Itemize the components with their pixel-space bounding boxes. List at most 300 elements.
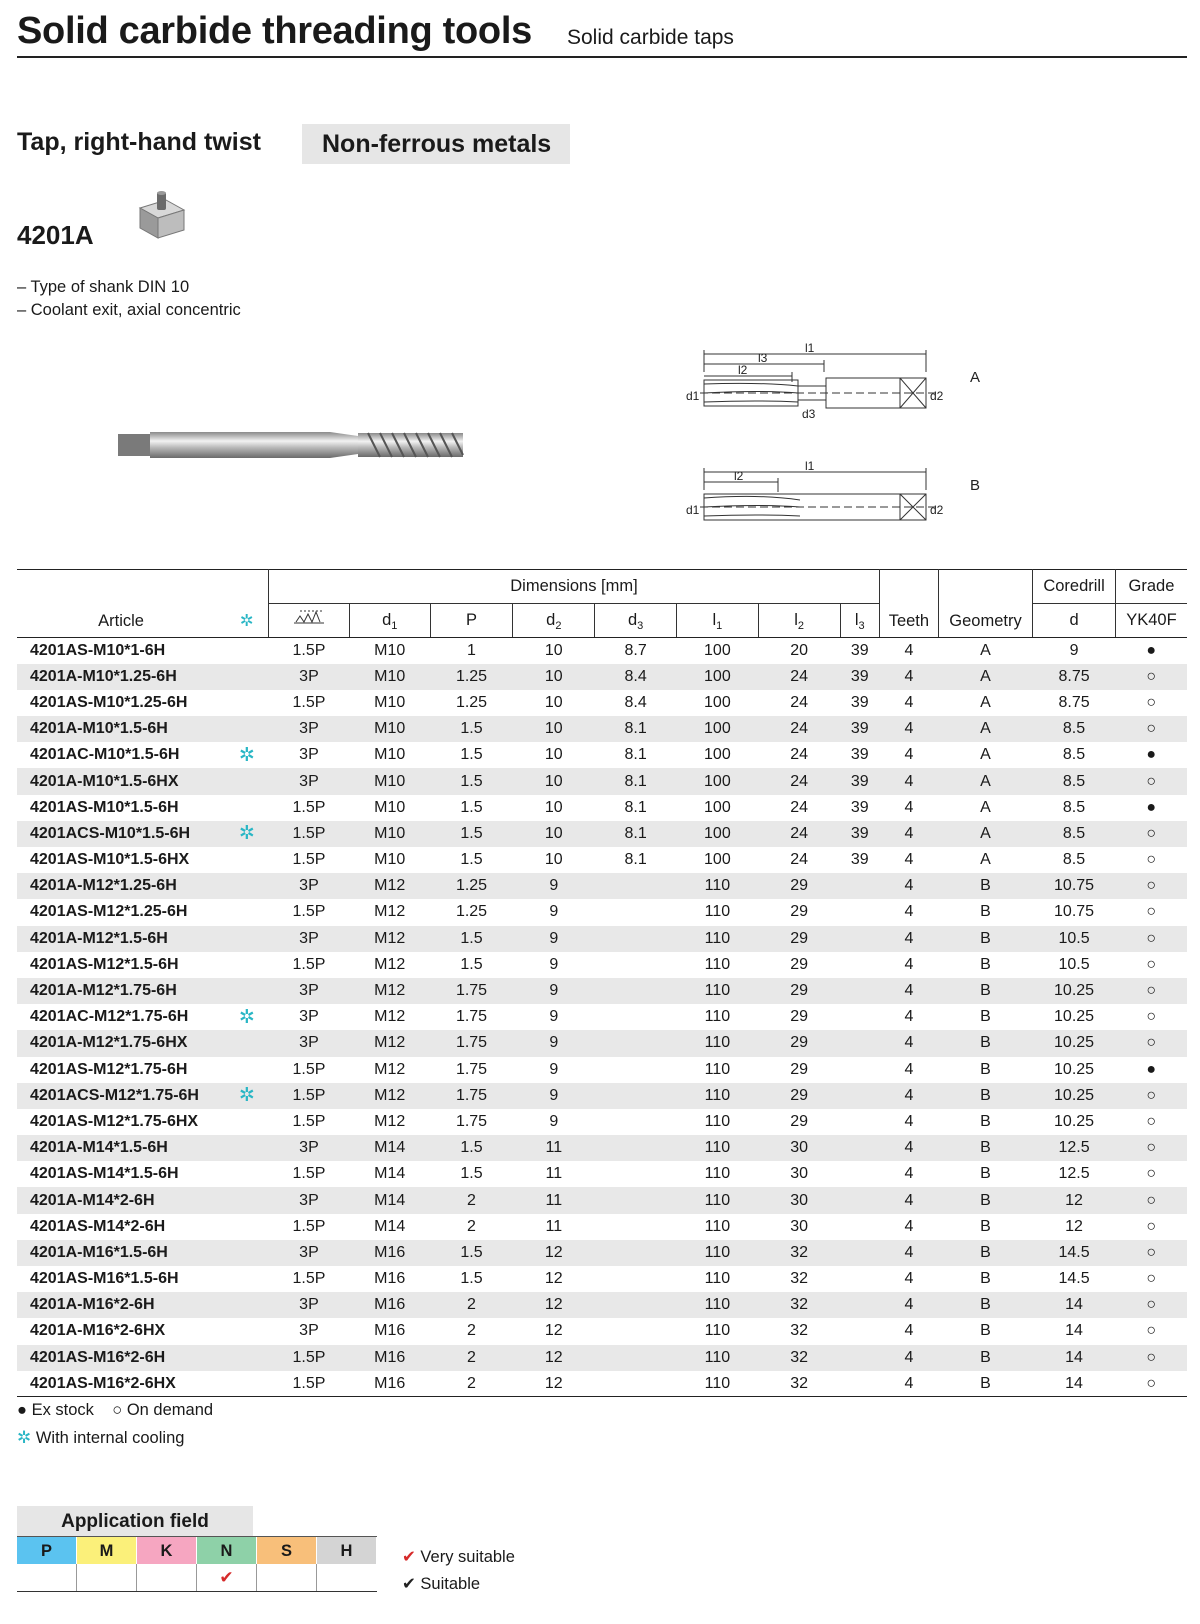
cell-d2: 12: [513, 1345, 595, 1371]
cell-teeth: 4: [904, 1008, 914, 1026]
cell-coolant: [225, 716, 268, 742]
cell-d1: M12: [349, 873, 430, 899]
cell-coolant: [225, 1135, 268, 1161]
cell-grade: ○: [1115, 926, 1187, 952]
material-group-s: S: [257, 1537, 317, 1564]
page-header: [17, 6, 1187, 58]
cell-pitch: 1: [467, 641, 476, 659]
cell-coredrill: 10.25: [1054, 1060, 1095, 1078]
cell-l1: 110: [676, 926, 758, 952]
cell-l1: 100: [704, 798, 731, 816]
cell-geometry: B: [938, 1345, 1032, 1371]
cell-l2: 29: [790, 955, 809, 973]
dim-d1-b: d1: [686, 503, 700, 517]
cell-article: 4201A-M12*1.5-6H: [17, 926, 225, 952]
cell-chamfer: 3P: [269, 716, 350, 742]
col-pitch-header: P: [430, 604, 513, 638]
cell-article: 4201AS-M16*2-6H: [17, 1345, 225, 1371]
cell-teeth: 4: [904, 641, 914, 659]
suitability-legend: [402, 1544, 515, 1598]
cell-chamfer: 3P: [299, 746, 319, 764]
cell-pitch: 1.5: [460, 851, 483, 869]
cell-article: 4201AC-M12*1.75-6H: [30, 1008, 189, 1026]
cell-d3: [595, 1004, 677, 1030]
cell-chamfer: 3P: [299, 1008, 319, 1026]
cell-d2: 9: [513, 873, 595, 899]
cell-coolant: ✲: [225, 1083, 268, 1109]
cell-d3: [595, 1371, 677, 1397]
suitability-mark-s: [257, 1564, 317, 1591]
cell-l3: [840, 899, 879, 925]
cell-grade: ○: [1115, 1240, 1187, 1266]
cell-chamfer: 3P: [269, 1292, 350, 1318]
cell-article: 4201AS-M10*1-6H: [30, 641, 166, 659]
very-suitable-label: Very suitable: [420, 1548, 515, 1566]
cell-pitch: 1.25: [455, 693, 488, 711]
cell-pitch: 1.5: [430, 926, 513, 952]
cell-d1: M10: [349, 821, 430, 847]
cell-l2: 29: [758, 1083, 840, 1109]
cell-l1: 100: [676, 716, 758, 742]
cell-grade: ○: [1115, 821, 1187, 847]
cell-geometry: A: [980, 746, 991, 764]
cell-coolant: [225, 638, 268, 664]
cell-article: 4201AS-M12*1.25-6H: [30, 903, 188, 921]
cell-coredrill: 8.5: [1062, 851, 1086, 869]
cell-article: 4201A-M10*1.5-6HX: [17, 768, 225, 794]
cell-l2: 32: [758, 1240, 840, 1266]
cell-grade: ○: [1115, 716, 1187, 742]
cell-coolant: [225, 899, 268, 925]
table-row: [17, 899, 1187, 925]
cell-grade: ○: [1146, 1165, 1157, 1183]
cell-d2: 9: [513, 978, 595, 1004]
cell-coredrill: 10.25: [1033, 1030, 1116, 1056]
cell-l2: 30: [790, 1217, 809, 1235]
cell-l2: 24: [758, 664, 840, 690]
dim-l1-b: l1: [805, 459, 815, 473]
chamfer-form-icon: [292, 608, 326, 628]
cell-l2: 32: [758, 1371, 840, 1397]
suitable-check-icon: ✔: [402, 1575, 416, 1593]
cell-d3: [595, 1214, 677, 1240]
table-row: [17, 795, 1187, 821]
cell-coredrill: 10.75: [1054, 903, 1095, 921]
cell-pitch: 2: [467, 1322, 476, 1340]
cell-coredrill: 10.25: [1033, 978, 1116, 1004]
material-group-k: K: [137, 1537, 197, 1564]
cell-geometry: B: [938, 1240, 1032, 1266]
cell-chamfer: 1.5P: [292, 798, 326, 816]
cell-d3: [595, 1161, 677, 1187]
cell-grade: ○: [1115, 768, 1187, 794]
cell-chamfer: 3P: [269, 873, 350, 899]
col-coolant-header: ✲: [225, 570, 268, 638]
cell-l3: [840, 873, 879, 899]
cell-pitch: 2: [430, 1345, 513, 1371]
cell-d2: 12: [544, 1322, 563, 1340]
cell-pitch: 1.5: [430, 1135, 513, 1161]
cell-coolant: [225, 1292, 268, 1318]
cell-teeth: 4: [904, 903, 914, 921]
dim-l2-b: l2: [734, 469, 744, 483]
cell-d2: 12: [513, 1292, 595, 1318]
cell-l2: 32: [758, 1292, 840, 1318]
cell-l3: 39: [840, 664, 879, 690]
ex-stock-icon: ●: [17, 1401, 27, 1419]
cell-d1: M10: [374, 746, 406, 764]
cell-d2: 10: [513, 768, 595, 794]
cell-coolant: [225, 1187, 268, 1213]
cell-l2: 24: [758, 768, 840, 794]
cell-geometry: A: [980, 641, 991, 659]
cell-d3: 8.1: [595, 768, 677, 794]
cell-coredrill: 12.5: [1033, 1135, 1116, 1161]
cell-chamfer: 3P: [269, 978, 350, 1004]
cell-article: 4201A-M12*1.75-6H: [17, 978, 225, 1004]
dim-l3-a: l3: [758, 351, 768, 365]
dim-l2-a: l2: [738, 363, 748, 377]
cell-coolant: ✲: [238, 744, 255, 766]
table-row: [17, 926, 1187, 952]
cell-d3: 8.1: [624, 798, 647, 816]
technical-drawing: [686, 341, 1020, 542]
cell-grade: ○: [1146, 693, 1157, 711]
cell-coredrill: 10.25: [1054, 1008, 1095, 1026]
cell-l1: 110: [676, 978, 758, 1004]
cell-d3: [595, 1109, 677, 1135]
cell-coolant: [225, 926, 268, 952]
cell-pitch: 1.5: [460, 1165, 483, 1183]
cell-article: 4201ACS-M12*1.75-6H: [17, 1083, 225, 1109]
cell-teeth: 4: [879, 1240, 938, 1266]
cell-l1: 100: [676, 821, 758, 847]
cell-d1: M14: [349, 1135, 430, 1161]
cell-teeth: 4: [904, 1112, 914, 1130]
cell-coolant: [225, 1057, 268, 1083]
cell-teeth: 4: [879, 926, 938, 952]
ex-stock-label: Ex stock: [31, 1401, 94, 1419]
table-row: [17, 1004, 1187, 1030]
cell-d1: M12: [374, 955, 406, 973]
cell-geometry: B: [938, 1083, 1032, 1109]
cell-l3: [840, 1214, 879, 1240]
cell-coolant: [225, 690, 268, 716]
material-group-m: M: [77, 1537, 137, 1564]
cell-l1: 110: [676, 1083, 758, 1109]
cell-teeth: 4: [879, 1187, 938, 1213]
cell-d2: 9: [549, 903, 559, 921]
cell-d3: [595, 1292, 677, 1318]
cell-teeth: 4: [879, 821, 938, 847]
cell-teeth: 4: [879, 1135, 938, 1161]
cell-l2: 29: [758, 978, 840, 1004]
coredrill-group-header: Coredrill: [1033, 570, 1116, 604]
cell-d2: 9: [513, 1030, 595, 1056]
cell-article: 4201AS-M14*1.5-6H: [30, 1165, 179, 1183]
cell-article: 4201AS-M10*1.5-6HX: [30, 851, 190, 869]
cell-chamfer: 3P: [269, 1030, 350, 1056]
cell-d1: M10: [349, 664, 430, 690]
cell-article: 4201A-M12*1.75-6HX: [17, 1030, 225, 1056]
cell-l1: 110: [704, 1165, 731, 1183]
cell-pitch: 1.5: [460, 955, 483, 973]
cell-d3: [595, 952, 677, 978]
cell-geometry: A: [980, 851, 991, 869]
cell-d2: 11: [513, 1187, 595, 1213]
cell-d3: 8.1: [624, 746, 647, 764]
cell-l2: 29: [758, 873, 840, 899]
on-demand-icon: ○: [112, 1401, 123, 1419]
cell-geometry: B: [980, 903, 991, 921]
cell-l3: [840, 978, 879, 1004]
cell-grade: ○: [1146, 851, 1157, 869]
cell-l2: 29: [790, 903, 809, 921]
cell-l3: [840, 1083, 879, 1109]
cell-pitch: 2: [430, 1292, 513, 1318]
material-badge: Non-ferrous metals: [302, 124, 570, 164]
cell-chamfer: 3P: [269, 664, 350, 690]
cell-geometry: B: [938, 978, 1032, 1004]
cell-grade: ○: [1115, 1292, 1187, 1318]
cell-chamfer: 3P: [269, 1187, 350, 1213]
cell-teeth: 4: [904, 693, 914, 711]
cell-l3: [840, 1292, 879, 1318]
cell-pitch: 1.5: [430, 716, 513, 742]
cell-l3: [840, 1318, 879, 1344]
cell-l1: 110: [676, 1030, 758, 1056]
cell-d3: [595, 1083, 677, 1109]
suitability-mark-m: [77, 1564, 137, 1591]
cell-l1: 110: [704, 1217, 731, 1235]
cell-article: 4201ACS-M10*1.5-6H: [17, 821, 225, 847]
cell-chamfer: 1.5P: [292, 1217, 326, 1235]
article-table-body: [17, 638, 1187, 1397]
cell-d1: M14: [349, 1187, 430, 1213]
cell-l2: 32: [790, 1270, 809, 1288]
cell-chamfer: 1.5P: [269, 821, 350, 847]
cell-chamfer: 1.5P: [292, 1270, 326, 1288]
cell-d1: M12: [374, 1008, 406, 1026]
cell-grade: ○: [1146, 955, 1157, 973]
section-title: Tap, right-hand twist: [17, 128, 261, 156]
cell-coolant: [225, 1030, 268, 1056]
table-row: [17, 952, 1187, 978]
col-grade-header: YK40F: [1115, 604, 1187, 638]
suitable-row: [402, 1571, 515, 1598]
cell-pitch: 1.75: [455, 1008, 488, 1026]
cell-chamfer: 1.5P: [292, 1112, 326, 1130]
cell-d3: [595, 899, 677, 925]
cell-grade: ○: [1146, 903, 1157, 921]
cell-d1: M12: [349, 1030, 430, 1056]
cell-d1: M10: [374, 641, 406, 659]
cell-pitch: 1.75: [455, 1060, 488, 1078]
cell-chamfer: 1.5P: [269, 1371, 350, 1397]
cell-d1: M12: [349, 1083, 430, 1109]
very-suitable-check-icon: ✔: [402, 1548, 416, 1566]
cell-article: 4201AS-M12*1.75-6HX: [30, 1112, 199, 1130]
cell-d3: [595, 1318, 677, 1344]
cell-coolant: [225, 1266, 268, 1292]
cell-teeth: 4: [879, 873, 938, 899]
cell-coredrill: 14: [1033, 1345, 1116, 1371]
cell-chamfer: 1.5P: [292, 851, 326, 869]
cell-article: 4201A-M10*1.25-6H: [17, 664, 225, 690]
cell-grade: ●: [1146, 641, 1157, 659]
cell-l2: 29: [790, 1112, 809, 1130]
cell-l2: 24: [790, 798, 809, 816]
cell-l1: 110: [676, 873, 758, 899]
cell-pitch: 2: [430, 1187, 513, 1213]
cell-geometry: B: [980, 955, 991, 973]
cell-article: 4201A-M16*2-6HX: [30, 1322, 166, 1340]
table-row: [17, 1135, 1187, 1161]
table-row: [17, 1266, 1187, 1292]
table-row: [17, 873, 1187, 899]
cell-l3: 39: [850, 641, 869, 659]
cell-d1: M16: [349, 1292, 430, 1318]
cell-l1: 110: [704, 955, 731, 973]
cell-d3: [595, 1030, 677, 1056]
cell-grade: ○: [1115, 1135, 1187, 1161]
cell-l3: 39: [850, 798, 869, 816]
dim-d1-a: d1: [686, 389, 700, 403]
cell-geometry: B: [980, 1165, 991, 1183]
cell-chamfer: 1.5P: [292, 955, 326, 973]
cell-coolant: ✲: [238, 1006, 255, 1028]
material-group-n: N: [197, 1537, 257, 1564]
cell-grade: ○: [1115, 1371, 1187, 1397]
table-row: [17, 638, 1187, 664]
cell-l1: 110: [704, 1322, 731, 1340]
cell-teeth: 4: [904, 798, 914, 816]
table-row: [17, 1161, 1187, 1187]
table-row: [17, 978, 1187, 1004]
cell-d2: 10: [544, 746, 563, 764]
cell-d3: 8.1: [624, 851, 647, 869]
cell-d3: [595, 1187, 677, 1213]
cell-grade: ○: [1115, 1030, 1187, 1056]
cell-coredrill: 14: [1033, 1292, 1116, 1318]
cell-pitch: 1.25: [430, 664, 513, 690]
cell-coredrill: 14: [1065, 1322, 1083, 1340]
cell-d2: 12: [513, 1371, 595, 1397]
cell-geometry: B: [980, 1270, 991, 1288]
cell-l3: [840, 952, 879, 978]
cell-pitch: 1.25: [430, 873, 513, 899]
cell-article: 4201AS-M10*1.5-6H: [30, 798, 179, 816]
cell-d3: [595, 1135, 677, 1161]
cell-l3: [840, 1240, 879, 1266]
table-row: [17, 664, 1187, 690]
cell-coredrill: 10.75: [1033, 873, 1116, 899]
feature-item: – Coolant exit, axial concentric: [17, 301, 241, 319]
table-row: [17, 1371, 1187, 1397]
cell-article: 4201AC-M10*1.5-6H: [30, 746, 180, 764]
cell-coredrill: 10.5: [1058, 955, 1090, 973]
cell-chamfer: 1.5P: [292, 1060, 326, 1078]
cell-coredrill: 8.5: [1033, 768, 1116, 794]
cell-article: 4201A-M14*2-6H: [17, 1187, 225, 1213]
dim-l1-a: l1: [805, 341, 815, 355]
cell-coolant: [225, 795, 268, 821]
cell-article: 4201AS-M12*1.5-6H: [30, 955, 179, 973]
cell-coolant: ✲: [225, 821, 268, 847]
table-row: [17, 1030, 1187, 1056]
table-row: [17, 1057, 1187, 1083]
cell-d1: M10: [349, 768, 430, 794]
col-geometry-header: Geometry: [938, 570, 1032, 638]
cell-d1: M12: [374, 1060, 406, 1078]
cell-l2: 32: [790, 1322, 809, 1340]
cell-d1: M12: [349, 978, 430, 1004]
page-subtitle: Solid carbide taps: [567, 26, 734, 49]
table-row: [17, 847, 1187, 873]
cell-article: 4201A-M12*1.25-6H: [17, 873, 225, 899]
cell-d2: 9: [549, 1060, 559, 1078]
product-code: 4201A: [17, 220, 94, 250]
cell-pitch: 1.5: [430, 1240, 513, 1266]
cell-geometry: B: [938, 873, 1032, 899]
cell-coredrill: 14: [1033, 1371, 1116, 1397]
cell-l1: 100: [704, 746, 731, 764]
cell-chamfer: 1.5P: [292, 903, 326, 921]
cell-l1: 100: [704, 851, 731, 869]
col-article-header: Article: [17, 570, 225, 638]
cell-l3: [840, 1057, 879, 1083]
cell-d2: 9: [549, 955, 559, 973]
cell-article: 4201A-M16*2-6H: [17, 1292, 225, 1318]
cell-chamfer: 1.5P: [292, 1165, 326, 1183]
cell-coolant: [225, 1240, 268, 1266]
cell-d3: 8.4: [624, 693, 647, 711]
cell-teeth: 4: [904, 1217, 914, 1235]
cell-geometry: B: [980, 1217, 991, 1235]
cell-d3: 8.4: [595, 664, 677, 690]
variant-a-label: A: [970, 369, 981, 386]
cell-l1: 110: [676, 1187, 758, 1213]
cell-geometry: A: [980, 798, 991, 816]
cell-l3: [840, 1030, 879, 1056]
cell-geometry: A: [938, 768, 1032, 794]
cell-coredrill: 9: [1069, 641, 1079, 659]
cell-d3: [595, 926, 677, 952]
feature-item: – Type of shank DIN 10: [17, 278, 190, 296]
cell-grade: ○: [1146, 1322, 1157, 1340]
cell-l3: [840, 1266, 879, 1292]
cell-grade: ○: [1115, 1345, 1187, 1371]
cell-l2: 29: [758, 926, 840, 952]
application-field: [17, 1506, 377, 1592]
cell-coredrill: 8.5: [1062, 798, 1086, 816]
cell-teeth: 4: [904, 1270, 914, 1288]
cell-pitch: 1.5: [460, 746, 483, 764]
cell-geometry: B: [938, 1135, 1032, 1161]
table-row: [17, 1083, 1187, 1109]
table-row: [17, 1292, 1187, 1318]
page-title: Solid carbide threading tools: [17, 10, 532, 52]
cell-article: 4201AS-M10*1.25-6H: [30, 693, 188, 711]
cell-teeth: 4: [879, 1371, 938, 1397]
suitability-mark-h: [317, 1564, 377, 1591]
cell-l2: 29: [790, 1008, 809, 1026]
cell-l1: 110: [676, 1345, 758, 1371]
cell-l3: 39: [840, 821, 879, 847]
cell-pitch: 2: [430, 1371, 513, 1397]
cell-article: 4201A-M10*1.5-6H: [17, 716, 225, 742]
cell-l1: 100: [676, 768, 758, 794]
